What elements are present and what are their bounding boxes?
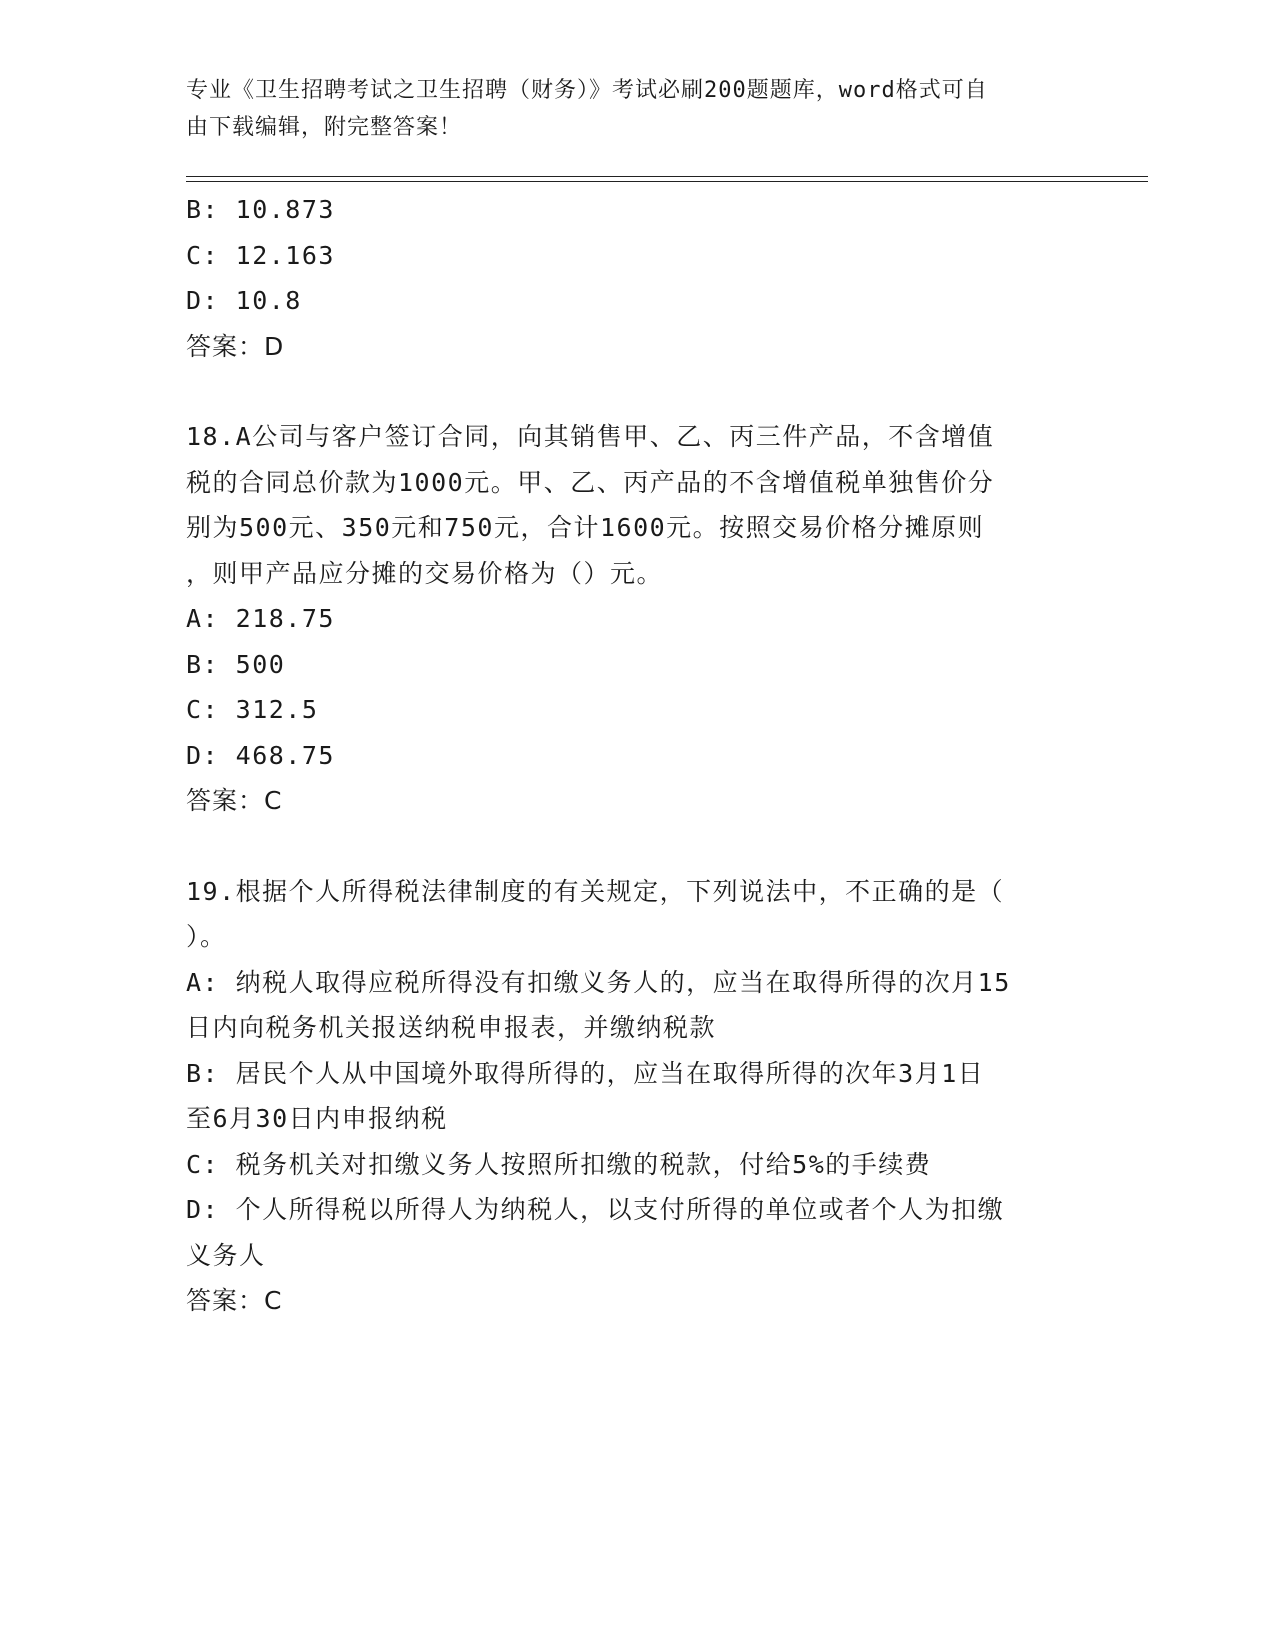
q17-option-c: C: 12.163 [186, 240, 335, 270]
q19-option-b-line: 至6月30日内申报纳税 [186, 1104, 448, 1133]
q19-option-b-line: B: 居民个人从中国境外取得所得的，应当在取得所得的次年3月1日 [186, 1058, 985, 1088]
q18-stem-line: 别为500元、350元和750元，合计1600元。按照交易价格分摊原则 [186, 513, 985, 542]
q19-option-a-line: A: 纳税人取得应税所得没有扣缴义务人的，应当在取得所得的次月15 [186, 967, 1011, 997]
q18-option-b: B: 500 [186, 649, 286, 679]
q17-option-d: D: 10.8 [186, 286, 302, 315]
question-18 [186, 414, 1086, 824]
document-body [186, 187, 1086, 1324]
header-rule-bottom [186, 181, 1148, 182]
q17-answer: 答案：D [186, 331, 285, 361]
q17-option-b: B: 10.873 [186, 195, 335, 224]
header-line-2: 由下载编辑，附完整答案！ [186, 115, 463, 140]
question-17-tail [186, 187, 1086, 369]
q18-stem-line: 18.A公司与客户签订合同，向其销售甲、乙、丙三件产品，不含增值 [186, 422, 995, 451]
q18-option-d: D: 468.75 [186, 740, 335, 770]
question-19 [186, 869, 1086, 1324]
q19-option-d-line: D: 个人所得税以所得人为纳税人，以支付所得的单位或者个人为扣缴 [186, 1195, 1005, 1224]
spacer [186, 824, 1086, 869]
q18-stem-line: ，则甲产品应分摊的交易价格为（）元。 [186, 558, 664, 588]
header-line-1: 专业《卫生招聘考试之卫生招聘（财务）》考试必刷200题题库，word格式可自 [186, 78, 988, 103]
header-rule-top [186, 176, 1148, 177]
q19-option-c: C: 税务机关对扣缴义务人按照所扣缴的税款，付给5%的手续费 [186, 1149, 932, 1179]
q19-stem-line: ）。 [186, 922, 227, 951]
q19-option-d-line: 义务人 [186, 1240, 266, 1270]
spacer [186, 369, 1086, 414]
q18-option-c: C: 312.5 [186, 695, 319, 724]
q18-answer: 答案：C [186, 786, 283, 815]
document-header [186, 72, 1056, 146]
q19-option-a-line: 日内向税务机关报送纳税申报表，并缴纳税款 [186, 1013, 717, 1042]
q18-option-a: A: 218.75 [186, 604, 335, 633]
q19-answer: 答案：C [186, 1286, 283, 1315]
q18-stem-line: 税的合同总价款为1000元。甲、乙、丙产品的不含增值税单独售价分 [186, 467, 995, 497]
q19-stem-line: 19.根据个人所得税法律制度的有关规定，下列说法中，不正确的是（ [186, 876, 1005, 906]
